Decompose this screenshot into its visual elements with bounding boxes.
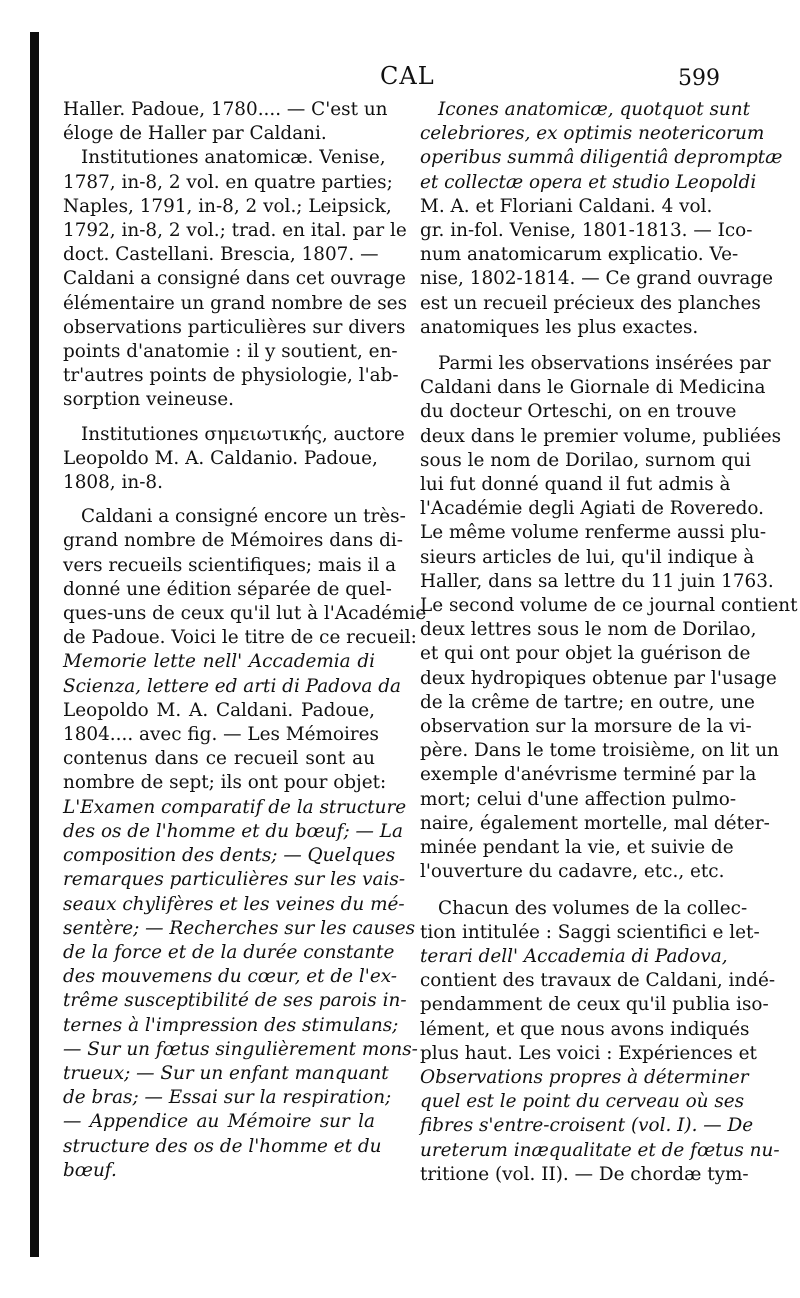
text-line: Le même volume renferme aussi plu- (420, 522, 767, 544)
text-line: ureterum inæqualitate et de fœtus nu- (420, 1139, 780, 1161)
text-line: nombre de sept; ils ont pour objet: (63, 772, 387, 794)
text-line: Memorie lette nell' Accademia di (63, 651, 375, 673)
text-line: et qui ont pour objet la guérison de (420, 643, 751, 665)
text-line: Leopoldo M. A. Caldanio. Padoue, (63, 447, 378, 469)
text-line: grand nombre de Mémoires dans di- (63, 530, 403, 552)
left-column (63, 98, 427, 1183)
text-line: de Padoue. Voici le titre de ce recueil: (63, 627, 417, 649)
text-line: éloge de Haller par Caldani. (63, 123, 327, 145)
text-line: Icones anatomicæ, quotquot sunt (438, 99, 751, 120)
text-line: doct. Castellani. Brescia, 1807. — (63, 244, 379, 266)
text-line: naire, également mortelle, mal déter- (420, 812, 770, 834)
text-line: celebriores, ex optimis neotericorum (420, 123, 765, 145)
text-line: nise, 1802-1814. — Ce grand ouvrage (420, 268, 773, 290)
text-line: seaux chylifères et les veines du mé- (63, 893, 405, 915)
text-line: lément, et que nous avons indiqués (420, 1018, 750, 1040)
text-line: Le second volume de ce journal contient (420, 595, 798, 617)
text-line: plus haut. Les voici : Expériences et (420, 1042, 757, 1064)
text-line: — Sur un fœtus singulièrement mons- (63, 1038, 418, 1060)
text-line: Haller, dans sa lettre du 11 juin 1763. (420, 570, 774, 592)
text-line: Scienza, lettere ed arti di Padova da (63, 675, 401, 697)
text-line: Institutiones anatomicæ. Venise, (81, 147, 386, 169)
text-line: de bras; — Essai sur la respiration; (63, 1087, 392, 1109)
text-line: de la force et de la durée constante (63, 941, 395, 963)
text-line: père. Dans le tome troisième, on lit un (420, 740, 779, 762)
text-line: points d'anatomie : il y soutient, en- (63, 341, 398, 363)
text-line: 1792, in-8, 2 vol.; trad. en ital. par le (63, 220, 407, 242)
text-line: l'Académie degli Agiati de Roveredo. (420, 498, 764, 520)
text-line: observation sur la morsure de la vi- (420, 716, 752, 738)
text-line: anatomiques les plus exactes. (420, 316, 699, 338)
text-line: bœuf. (63, 1159, 117, 1181)
text-line: 1804.... avec fig. — Les Mémoires (63, 724, 379, 746)
text-line: trême susceptibilité de ses parois in- (63, 990, 407, 1012)
text-line: Naples, 1791, in-8, 2 vol.; Leipsick, (63, 195, 392, 217)
text-line: observations particulières sur divers (63, 316, 406, 338)
text-line: Caldani a consigné dans cet ouvrage (63, 268, 406, 290)
text-line: deux lettres sous le nom de Dorilao, (420, 619, 757, 641)
text-line: mort; celui d'une affection pulmo- (420, 788, 737, 810)
text-line: 1808, in-8. (63, 472, 163, 494)
text-line: exemple d'anévrisme terminé par la (420, 764, 757, 786)
text-line: M. A. et Floriani Caldani. 4 vol. (420, 195, 713, 217)
text-line: fibres s'entre-croisent (vol. I). — De (420, 1115, 754, 1137)
scan-edge-bar (30, 32, 39, 1257)
text-line: num anatomicarum explicatio. Ve- (420, 244, 739, 266)
text-line: sentère; — Recherches sur les causes (63, 917, 416, 939)
text-line: sous le nom de Dorilao, surnom qui (420, 449, 751, 471)
text-line: deux dans le premier volume, publiées (420, 425, 782, 447)
text-line: ques-uns de ceux qu'il lut à l'Académie (63, 603, 427, 625)
running-head: CAL (380, 62, 435, 90)
text-line: terari dell' Accademia di Padova, (420, 945, 728, 967)
text-line: tr'autres points de physiologie, l'ab- (63, 365, 399, 387)
text-line: Caldani a consigné encore un très- (81, 506, 406, 528)
text-line: l'ouverture du cadavre, etc., etc. (420, 861, 725, 883)
right-column (420, 98, 798, 1187)
text-line: tion intitulée : Saggi scientifici e let- (420, 921, 760, 943)
text-line: et collectæ opera et studio Leopoldi (420, 171, 757, 193)
text-line: Observations propres à déterminer (420, 1066, 749, 1088)
text-line: gr. in-fol. Venise, 1801-1813. — Ico- (420, 220, 753, 242)
text-line: Chacun des volumes de la collec- (438, 897, 748, 919)
text-line: quel est le point du cerveau où ses (420, 1091, 745, 1113)
text-line: — Appendice au Mémoire sur la (63, 1111, 375, 1133)
text-line: donné une édition séparée de quel- (63, 578, 392, 600)
text-line: du docteur Orteschi, on en trouve (420, 401, 737, 423)
text-line: contient des travaux de Caldani, indé- (420, 970, 776, 992)
text-line: vers recueils scientifiques; mais il a (63, 554, 397, 576)
text-line: de la crême de tartre; en outre, une (420, 691, 755, 713)
text-line: pendamment de ceux qu'il publia iso- (420, 994, 769, 1016)
text-line: minée pendant la vie, et suivie de (420, 837, 734, 859)
text-line: sieurs articles de lui, qu'il indique à (420, 546, 755, 568)
text-line: Leopoldo M. A. Caldani. Padoue, (63, 699, 375, 721)
text-line: sorption veineuse. (63, 389, 235, 411)
text-line: trueux; — Sur un enfant manquant (63, 1062, 389, 1084)
text-line: composition des dents; — Quelques (63, 845, 396, 867)
text-line: des mouvemens du cœur, et de l'ex- (63, 966, 397, 988)
text-line: ternes à l'impression des stimulans; (63, 1014, 399, 1036)
text-line: deux hydropiques obtenue par l'usage (420, 667, 777, 689)
text-line: contenus dans ce recueil sont au (63, 748, 375, 770)
text-line: tritione (vol. II). — De chordæ tym- (420, 1163, 749, 1185)
text-line: structure des os de l'homme et du (63, 1135, 382, 1157)
text-line: des os de l'homme et du bœuf; — La (63, 820, 403, 842)
text-line: Institutiones σημειωτικής, auctore (81, 423, 405, 445)
text-line: L'Examen comparatif de la structure (63, 796, 407, 818)
text-line: est un recueil précieux des planches (420, 292, 761, 314)
text-line: Parmi les observations insérées par (438, 353, 771, 375)
text-line: operibus summâ diligentiâ depromptæ (420, 147, 783, 169)
page-number: 599 (678, 66, 720, 91)
text-line: Caldani dans le Giornale di Medicina (420, 377, 766, 399)
text-line: 1787, in-8, 2 vol. en quatre parties; (63, 171, 393, 193)
text-line: remarques particulières sur les vais- (63, 869, 406, 891)
text-line: élémentaire un grand nombre de ses (63, 292, 408, 314)
text-line: lui fut donné quand il fut admis à (420, 474, 731, 496)
text-line: Haller. Padoue, 1780.... — C'est un (63, 99, 388, 120)
